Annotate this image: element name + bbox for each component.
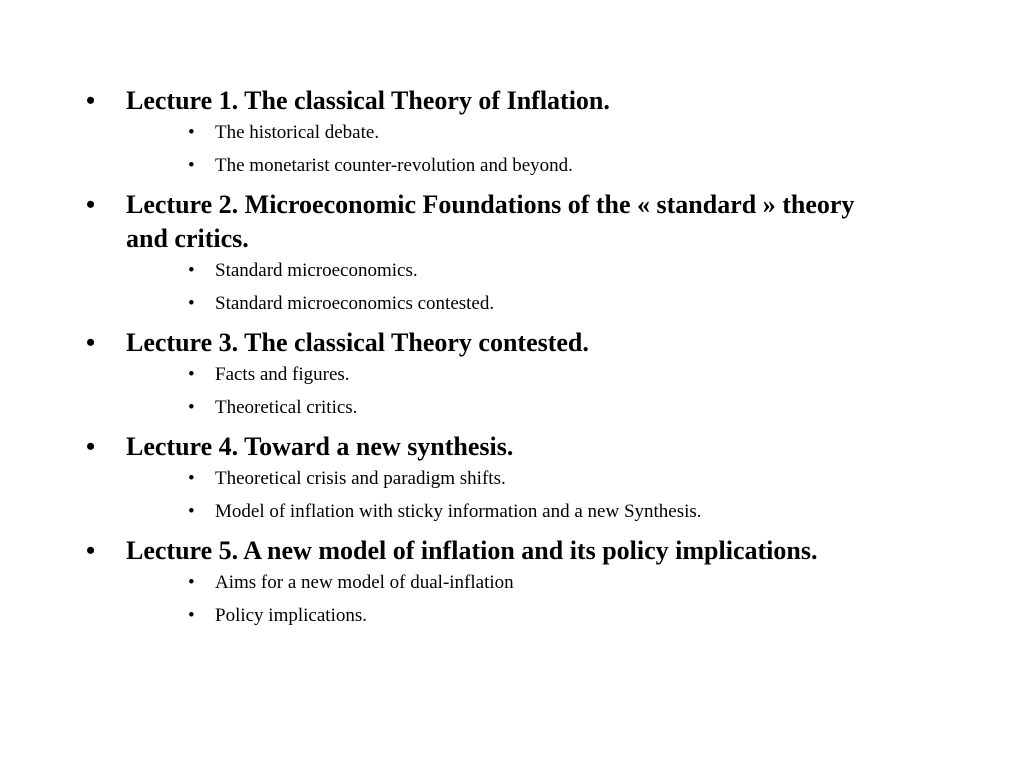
subtopic-list [84,364,934,419]
subtopic-text: Model of inflation with sticky information and a new Synthesis. [215,501,702,522]
lecture-heading-continued [84,222,934,256]
subtopic-text: Standard microeconomics contested. [215,293,495,314]
subtopic-text: Standard microeconomics. [215,260,418,281]
bullet-icon: • [188,155,195,176]
lecture-title: Lecture 3. The classical Theory contested. [126,328,589,357]
lecture-heading [84,430,934,464]
lecture-item [84,534,934,627]
subtopic-list [84,122,934,177]
subtopic-text: Theoretical crisis and paradigm shifts. [215,468,506,489]
lecture-title-line: and critics. [126,224,249,253]
bullet-icon: • [188,468,195,489]
subtopic-item [84,122,934,144]
bullet-icon: • [188,605,195,626]
bullet-icon: • [188,572,195,593]
bullet-icon: • [188,397,195,418]
subtopic-list [84,572,934,627]
subtopic-list [84,468,934,523]
bullet-icon: • [188,501,195,522]
subtopic-item [84,468,934,490]
subtopic-item [84,501,934,523]
subtopic-text: Policy implications. [215,605,367,626]
lecture-heading [84,84,934,118]
lecture-heading [84,188,934,222]
lecture-title: Lecture 5. A new model of inflation and its policy implications. [126,536,818,565]
subtopic-text: Theoretical critics. [215,397,358,418]
subtopic-text: The monetarist counter-revolution and beyond. [215,155,573,176]
lecture-item [84,84,934,177]
bullet-icon: • [188,122,195,143]
subtopic-item [84,260,934,282]
bullet-icon: • [188,293,195,314]
bullet-icon: • [86,536,96,565]
bullet-icon: • [86,190,96,219]
lecture-item [84,188,934,315]
lecture-item [84,326,934,419]
lecture-title: Lecture 1. The classical Theory of Inflation. [126,86,610,115]
lecture-item [84,430,934,523]
bullet-icon: • [188,364,195,385]
subtopic-text: The historical debate. [215,122,380,143]
bullet-icon: • [86,86,96,115]
subtopic-text: Facts and figures. [215,364,350,385]
subtopic-item [84,364,934,386]
subtopic-item [84,605,934,627]
lecture-heading [84,534,934,568]
bullet-icon: • [188,260,195,281]
subtopic-list [84,260,934,315]
lecture-heading [84,326,934,360]
subtopic-item [84,397,934,419]
lecture-title: Lecture 4. Toward a new synthesis. [126,432,514,461]
bullet-icon: • [86,432,96,461]
subtopic-item [84,572,934,594]
bullet-icon: • [86,328,96,357]
subtopic-item [84,293,934,315]
subtopic-item [84,155,934,177]
subtopic-text: Aims for a new model of dual-inflation [215,572,514,593]
course-outline [84,84,934,638]
lecture-title [126,188,934,222]
lecture-title-line: Lecture 2. Microeconomic Foundations of the « standard » theory [126,190,855,219]
